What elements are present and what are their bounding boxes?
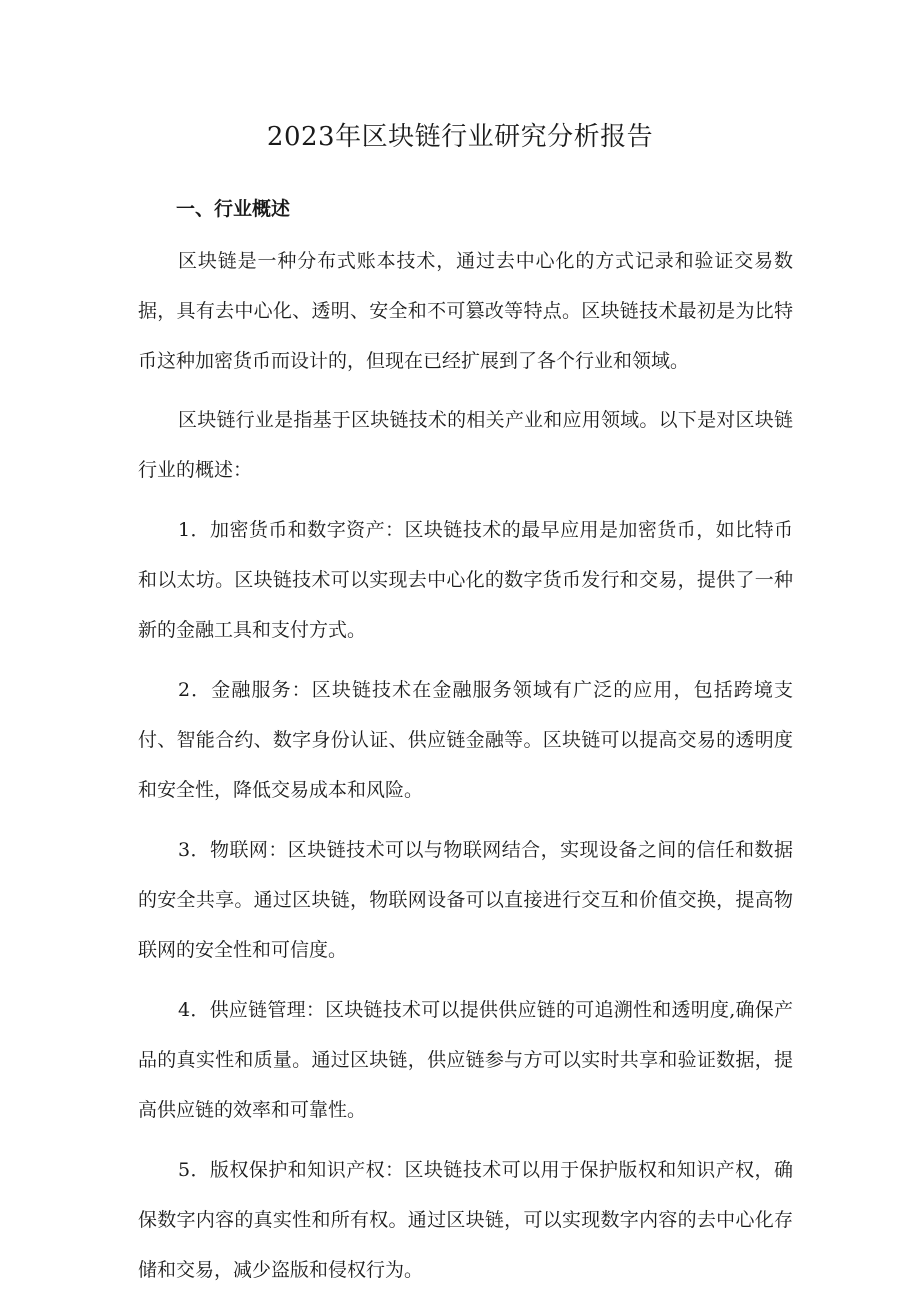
list-item-text: 版权保护和知识产权：区块链技术可以用于保护版权和知识产权，确保数字内容的真实性和所有权。通过区块链，可以实现数字内容的去中心化存储和交易，减少盗版和侵权行为。: [138, 1159, 793, 1281]
list-item: [138, 1145, 793, 1295]
list-item-number: 1．: [178, 519, 210, 541]
list-item-text: 供应链管理：区块链技术可以提供供应链的可追溯性和透明度,确保产品的真实性和质量。通过区块链，供应链参与方可以实时共享和验证数据，提高供应链的效率和可靠性。: [138, 999, 794, 1121]
list-item-text: 金融服务：区块链技术在金融服务领域有广泛的应用，包括跨境支付、智能合约、数字身份认证、供应链金融等。区块链可以提高交易的透明度和安全性，降低交易成本和风险。: [138, 679, 793, 801]
list-item-number: 5．: [178, 1159, 210, 1181]
list-item: [138, 985, 793, 1135]
list-item-number: 3．: [178, 839, 210, 861]
list-item: [138, 665, 793, 815]
list-item-text: 物联网：区块链技术可以与物联网结合，实现设备之间的信任和数据的安全共享。通过区块链，物联网设备可以直接进行交互和价值交换，提高物联网的安全性和可信度。: [138, 839, 793, 961]
document-body: [138, 190, 793, 1295]
paragraph-intro: 区块链是一种分布式账本技术，通过去中心化的方式记录和验证交易数据，具有去中心化、透明、安全和不可篡改等特点。区块链技术最初是为比特币这种加密货币而设计的，但现在已经扩展到了各个行业和领域。: [138, 250, 793, 372]
list-item: [138, 505, 793, 655]
list-item-number: 4．: [178, 999, 210, 1021]
list-item: [138, 825, 793, 975]
list-item-number: 2．: [178, 679, 212, 701]
document-title: 2023年区块链行业研究分析报告: [266, 122, 654, 152]
paragraph-overview: 区块链行业是指基于区块链技术的相关产业和应用领域。以下是对区块链行业的概述：: [138, 409, 793, 481]
list-item-text: 加密货币和数字资产：区块链技术的最早应用是加密货币，如比特币和以太坊。区块链技术可以实现去中心化的数字货币发行和交易，提供了一种新的金融工具和支付方式。: [138, 519, 793, 641]
section-heading: 一、行业概述: [176, 198, 291, 220]
